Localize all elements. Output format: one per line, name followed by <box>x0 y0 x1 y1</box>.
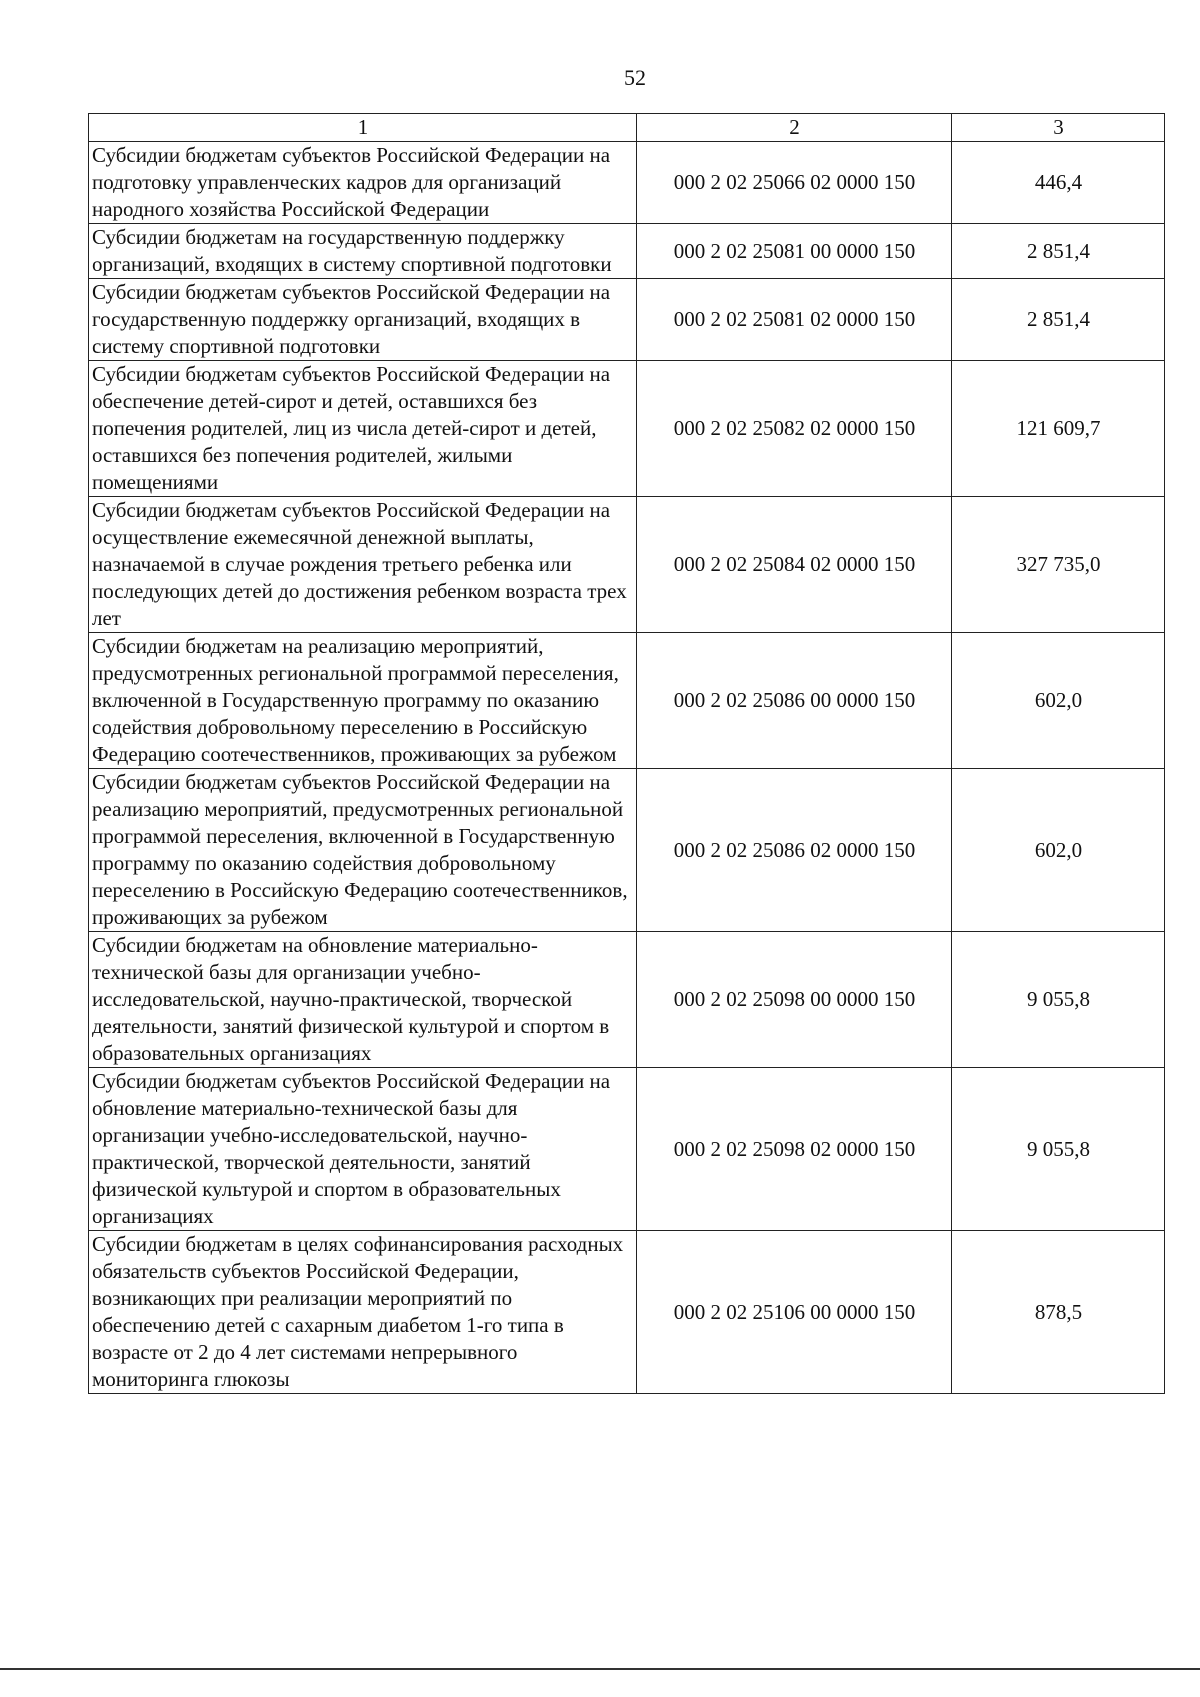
table-header <box>89 114 1165 142</box>
row-name: Субсидии бюджетам субъектов Российской Федерации на реализацию мероприятий, предусмотренных региональной программой переселения, включенной в Государственную программу по оказанию содействия добровольному переселению в Российскую Федерацию соотечественников, проживающих за рубежом <box>89 769 637 932</box>
budget-table <box>88 113 1165 1394</box>
row-amount: 602,0 <box>952 769 1165 932</box>
row-code: 000 2 02 25086 02 0000 150 <box>637 769 952 932</box>
row-amount: 2 851,4 <box>952 279 1165 361</box>
row-amount: 9 055,8 <box>952 1068 1165 1231</box>
row-code: 000 2 02 25081 00 0000 150 <box>637 224 952 279</box>
row-name: Субсидии бюджетам субъектов Российской Федерации на государственную поддержку организаций, входящих в систему спортивной подготовки <box>89 279 637 361</box>
row-name: Субсидии бюджетам субъектов Российской Федерации на обновление материально-технической базы для организации учебно-исследовательской, научно-практической, творческой деятельности, занятий физической культурой и спортом в образовательных организациях <box>89 1068 637 1231</box>
table-row <box>89 279 1165 361</box>
row-name: Субсидии бюджетам субъектов Российской Федерации на обеспечение детей-сирот и детей, оставшихся без попечения родителей, лиц из числа детей-сирот и детей, оставшихся без попечения родителей, жилыми помещениями <box>89 361 637 497</box>
row-code: 000 2 02 25086 00 0000 150 <box>637 633 952 769</box>
row-name: Субсидии бюджетам на реализацию мероприятий, предусмотренных региональной программой переселения, включенной в Государственную программу по оказанию содействия добровольному переселению в Российскую Федерацию соотечественников, проживающих за рубежом <box>89 633 637 769</box>
table-row <box>89 497 1165 633</box>
row-code: 000 2 02 25106 00 0000 150 <box>637 1231 952 1394</box>
column-header-2: 2 <box>637 114 952 142</box>
column-header-1: 1 <box>89 114 637 142</box>
row-code: 000 2 02 25081 02 0000 150 <box>637 279 952 361</box>
row-amount: 2 851,4 <box>952 224 1165 279</box>
table-row <box>89 633 1165 769</box>
table-row <box>89 769 1165 932</box>
row-code: 000 2 02 25066 02 0000 150 <box>637 142 952 224</box>
row-name: Субсидии бюджетам на государственную поддержку организаций, входящих в систему спортивной подготовки <box>89 224 637 279</box>
row-amount: 446,4 <box>952 142 1165 224</box>
row-name: Субсидии бюджетам на обновление материально-технической базы для организации учебно-исследовательской, научно-практической, творческой деятельности, занятий физической культурой и спортом в образовательных организациях <box>89 932 637 1068</box>
row-name: Субсидии бюджетам субъектов Российской Федерации на подготовку управленческих кадров для организаций народного хозяйства Российской Федерации <box>89 142 637 224</box>
row-amount: 602,0 <box>952 633 1165 769</box>
row-amount: 878,5 <box>952 1231 1165 1394</box>
row-code: 000 2 02 25082 02 0000 150 <box>637 361 952 497</box>
row-name: Субсидии бюджетам субъектов Российской Федерации на осуществление ежемесячной денежной выплаты, назначаемой в случае рождения третьего ребенка или последующих детей до достижения ребенком возраста трех лет <box>89 497 637 633</box>
row-code: 000 2 02 25098 00 0000 150 <box>637 932 952 1068</box>
table-row <box>89 1068 1165 1231</box>
table-row <box>89 1231 1165 1394</box>
row-code: 000 2 02 25098 02 0000 150 <box>637 1068 952 1231</box>
row-name: Субсидии бюджетам в целях софинансирования расходных обязательств субъектов Российской Федерации, возникающих при реализации мероприятий по обеспечению детей с сахарным диабетом 1-го типа в возрасте от 2 до 4 лет системами непрерывного мониторинга глюкозы <box>89 1231 637 1394</box>
table-body <box>89 142 1165 1394</box>
row-code: 000 2 02 25084 02 0000 150 <box>637 497 952 633</box>
row-amount: 327 735,0 <box>952 497 1165 633</box>
table-row <box>89 932 1165 1068</box>
table-row <box>89 224 1165 279</box>
table-row <box>89 361 1165 497</box>
row-amount: 9 055,8 <box>952 932 1165 1068</box>
column-header-3: 3 <box>952 114 1165 142</box>
table-row <box>89 142 1165 224</box>
page-number: 52 <box>624 65 646 90</box>
header-row <box>89 114 1165 142</box>
footer-divider <box>0 1668 1200 1670</box>
row-amount: 121 609,7 <box>952 361 1165 497</box>
